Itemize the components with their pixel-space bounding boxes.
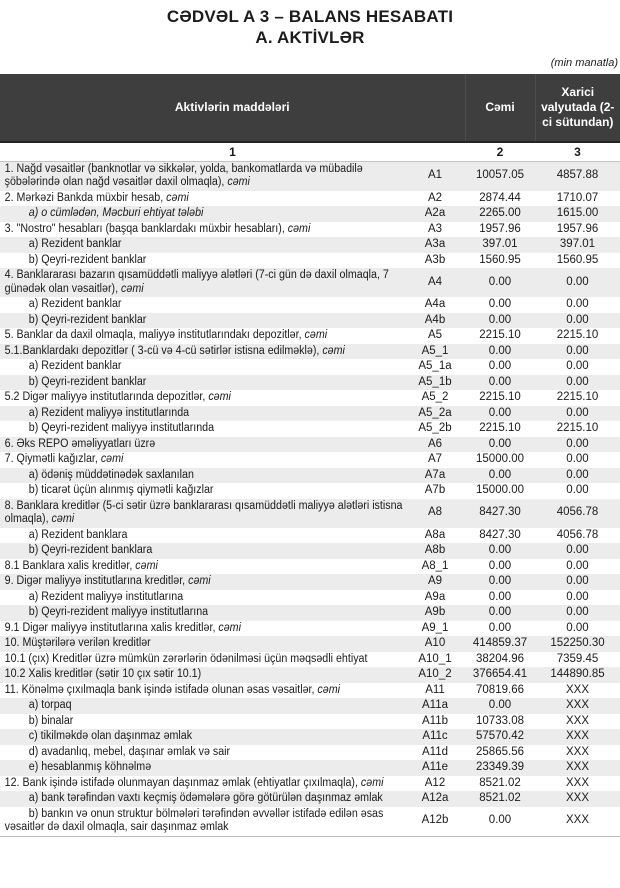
row-label: 10.2 Xalis kreditlər (sətir 10 çıx sətir 10.1) xyxy=(4,668,202,680)
row-code: A11e xyxy=(421,761,448,773)
row-total: 0.00 xyxy=(488,468,512,481)
row-label: 10. Müştərilərə verilən kreditlər xyxy=(4,637,151,649)
row-label: b) Qeyri-rezident banklar xyxy=(28,313,147,326)
row-code: A11c xyxy=(422,730,448,742)
table-row xyxy=(0,313,620,329)
row-code: A5 xyxy=(427,329,443,341)
table-row xyxy=(0,483,620,499)
row-code: A12 xyxy=(424,776,446,789)
table-row xyxy=(0,667,620,683)
row-total: 0.00 xyxy=(488,606,512,618)
row-foreign: 0.00 xyxy=(566,298,589,310)
row-label: a) ödəniş müddətinədək saxlanılan xyxy=(28,468,194,481)
row-code: A6 xyxy=(427,437,443,450)
row-label: b) bankın və onun struktur bölmələri tərəfindən əvvəllər istifadə edilən əsas vəsaitlər də daxil olmaqla, sair daşınmaz əmlak xyxy=(4,807,384,833)
page-title-line1: CƏDVƏL A 3 – BALANS HESABATI xyxy=(166,7,454,26)
row-foreign: 152250.30 xyxy=(550,637,605,649)
row-label: 3. "Nostro" hesabları (başqa banklardakı müxbir hesabları), cəmi xyxy=(4,222,311,235)
row-total: 0.00 xyxy=(488,590,512,603)
row-total: 414859.37 xyxy=(472,637,528,649)
row-label: 11. Könəlmə çıxılmaqla bank işində istifadə olunan əsas vəsaitlər, cəmi xyxy=(4,683,340,696)
table-row xyxy=(0,390,620,406)
table-row xyxy=(0,375,620,391)
row-foreign: XXX xyxy=(565,776,589,789)
row-code: A5_1 xyxy=(421,344,449,357)
row-foreign: XXX xyxy=(565,761,589,773)
row-foreign: 0.00 xyxy=(566,590,589,603)
table-header xyxy=(0,74,620,161)
row-foreign: 0.00 xyxy=(566,559,589,572)
header-foreign-col: Xarici valyutada (2-ci sütundan) xyxy=(535,74,620,142)
row-code: A7 xyxy=(427,453,443,465)
table-row xyxy=(0,206,620,222)
row-total: 25865.56 xyxy=(476,745,524,758)
row-label: 9.1 Digər maliyyə institutlarına xalis kreditlər, cəmi xyxy=(4,621,241,634)
table-row xyxy=(0,807,620,837)
row-total: 8427.30 xyxy=(479,506,521,519)
row-label: b) Qeyri-rezident banklar xyxy=(28,375,147,388)
table-row xyxy=(0,328,620,344)
table-row xyxy=(0,776,620,792)
row-code: A5_1b xyxy=(418,375,452,388)
row-code: A9b xyxy=(424,606,446,618)
page-title-line2: A. AKTİVLƏR xyxy=(255,28,365,47)
row-total: 0.00 xyxy=(488,437,512,450)
table-row xyxy=(0,621,620,637)
row-label: 8.1 Banklara xalis kreditlər, cəmi xyxy=(4,559,158,572)
column-number-row xyxy=(0,142,620,161)
row-total: 70819.66 xyxy=(476,683,524,696)
table-row xyxy=(0,161,620,191)
row-code: A7b xyxy=(424,484,446,496)
row-code: A10_1 xyxy=(418,652,452,665)
row-label: 5.1.Banklardakı depozitlər ( 3-cü və 4-cü sətirlər istisna edilməklə), cəmi xyxy=(4,344,345,357)
row-code: A8_1 xyxy=(421,559,449,572)
table-row xyxy=(0,437,620,453)
table-row xyxy=(0,297,620,313)
row-label: a) Rezident banklar xyxy=(28,238,122,250)
row-foreign: 0.00 xyxy=(566,621,589,634)
row-code: A8 xyxy=(427,506,443,519)
header-items-col: Aktivlərin maddələri xyxy=(0,74,465,142)
balance-sheet-table xyxy=(0,74,620,837)
table-row xyxy=(0,543,620,559)
row-foreign: 0.00 xyxy=(566,344,589,357)
row-total: 376654.41 xyxy=(472,668,528,680)
row-label: a) Rezident banklara xyxy=(28,528,128,541)
row-foreign: 0.00 xyxy=(566,575,589,587)
table-row xyxy=(0,468,620,484)
row-code: A5_1a xyxy=(418,360,452,372)
row-total: 23349.39 xyxy=(476,761,524,773)
row-label: 6. Əks REPO əməliyyatları üzrə xyxy=(4,437,156,450)
row-label: 5. Banklar da daxil olmaqla, maliyyə institutlarındakı depozitlər, cəmi xyxy=(4,329,328,341)
table-row xyxy=(0,745,620,761)
table-row xyxy=(0,729,620,745)
column-number-2: 2 xyxy=(465,142,535,161)
row-label: b) Qeyri-rezident maliyyə institutlarında xyxy=(28,422,215,434)
row-code: A2 xyxy=(427,191,443,204)
row-foreign: XXX xyxy=(565,699,589,711)
column-number-1: 1 xyxy=(0,142,465,161)
row-code: A10 xyxy=(424,637,446,649)
row-total: 2215.10 xyxy=(479,391,521,403)
row-label: a) Rezident maliyyə institutlarına xyxy=(28,590,184,603)
table-row xyxy=(0,222,620,238)
row-total: 0.00 xyxy=(488,360,512,372)
row-code: A3a xyxy=(424,238,446,250)
row-label: 2. Mərkəzi Bankda müxbir hesab, cəmi xyxy=(4,191,189,204)
row-code: A12b xyxy=(405,807,465,837)
table-row xyxy=(0,652,620,668)
row-total: 8427.30 xyxy=(479,528,521,541)
row-code: A4a xyxy=(424,298,446,310)
row-label: e) hesablanmış köhnəlmə xyxy=(28,761,152,773)
row-total: 397.01 xyxy=(482,238,518,250)
row-label: b) ticarət üçün alınmış qiymətli kağızlar xyxy=(28,484,214,496)
row-code: A8b xyxy=(424,544,446,556)
row-total: 1957.96 xyxy=(479,222,521,235)
row-label: a) o cümlədən, Məcburi ehtiyat tələbi xyxy=(28,207,204,219)
row-foreign: XXX xyxy=(565,745,589,758)
row-label: b) binalar xyxy=(28,714,74,727)
row-foreign: 0.00 xyxy=(566,606,589,618)
row-total: 2215.10 xyxy=(479,422,521,434)
row-total: 0.00 xyxy=(488,313,512,326)
row-total: 57570.42 xyxy=(476,730,524,742)
row-foreign: XXX xyxy=(565,792,589,804)
row-code: A3 xyxy=(427,222,443,235)
header-row xyxy=(0,74,620,142)
row-code: A2a xyxy=(424,207,446,219)
row-label: a) torpaq xyxy=(28,699,72,711)
row-label: a) Rezident banklar xyxy=(28,298,122,310)
row-total: 0.00 xyxy=(488,699,512,711)
row-total: 2265.00 xyxy=(479,207,521,219)
row-foreign: 1710.07 xyxy=(556,191,599,204)
table-row xyxy=(0,528,620,544)
row-foreign: 0.00 xyxy=(566,468,589,481)
table-row xyxy=(0,191,620,207)
row-total: 0.00 xyxy=(488,375,512,388)
row-label: c) tikilməkdə olan daşınmaz əmlak xyxy=(28,730,193,742)
page-title xyxy=(0,6,620,48)
row-total: 15000.00 xyxy=(476,484,524,496)
row-label: a) Rezident maliyyə institutlarında xyxy=(28,406,190,419)
unit-note: (min manatla) xyxy=(550,57,618,69)
row-total: 2215.10 xyxy=(479,329,521,341)
row-label: 8. Banklara kreditlər (5-ci sətir üzrə banklararası qısamüddətli maliyyə alətləri istisna olmaqla), cəmi xyxy=(4,499,403,525)
row-foreign: 0.00 xyxy=(566,375,589,388)
table-row xyxy=(0,406,620,422)
row-total: 0.00 xyxy=(465,807,535,837)
row-foreign: 0.00 xyxy=(566,360,589,372)
row-label: 5.2 Digər maliyyə institutlarında depozitlər, cəmi xyxy=(4,391,231,403)
row-total: 0.00 xyxy=(488,559,512,572)
row-foreign: 1957.96 xyxy=(556,222,599,235)
row-label: 10.1 (çıx) Kreditlər üzrə mümkün zərərlərin ödənilməsi üçün məqsədli ehtiyat xyxy=(4,652,368,665)
row-total: 38204.96 xyxy=(476,652,524,665)
row-total: 0.00 xyxy=(488,406,512,419)
row-code: A9_1 xyxy=(421,621,449,634)
row-code: A11b xyxy=(421,714,448,727)
row-label: b) Qeyri-rezident banklar xyxy=(28,253,147,266)
row-label: 4. Banklararası bazarın qısamüddətli maliyyə alətləri (7-ci gün də daxil olmaqla, 7 günədək olan vəsaitlər), cəmi xyxy=(4,269,389,295)
table-row xyxy=(0,683,620,699)
row-total: 15000.00 xyxy=(476,453,524,465)
row-foreign: 1615.00 xyxy=(556,207,599,219)
row-total: 8521.02 xyxy=(479,776,521,789)
row-code: A10_2 xyxy=(418,668,452,680)
table-row xyxy=(0,268,620,297)
row-foreign: XXX xyxy=(535,807,620,837)
row-foreign: 0.00 xyxy=(566,484,589,496)
row-label: 1. Nağd vəsaitlər (banknotlar və sikkələr, yolda, bankomatlarda və mübadilə şöbələrində olan nağd vəsaitlər daxil olmaqla), cəmi xyxy=(4,162,363,188)
row-total: 1560.95 xyxy=(479,253,521,266)
row-code: A5_2a xyxy=(418,406,452,419)
row-total: 0.00 xyxy=(488,575,512,587)
row-label: b) Qeyri-rezident maliyyə institutlarına xyxy=(28,606,209,618)
table-row xyxy=(0,714,620,730)
row-foreign: 2215.10 xyxy=(556,422,599,434)
row-total: 10057.05 xyxy=(476,169,524,182)
row-code: A9 xyxy=(427,575,443,587)
table-row xyxy=(0,760,620,776)
row-foreign: XXX xyxy=(565,683,589,696)
row-foreign: 1560.95 xyxy=(556,253,599,266)
row-total: 0.00 xyxy=(488,275,512,288)
row-code: A12a xyxy=(421,792,449,804)
row-label: 12. Bank işində istifadə olunmayan daşınmaz əmlak (ehtiyatlar çıxılmaqla), cəmi xyxy=(4,776,384,789)
row-code: A8a xyxy=(424,528,446,541)
table-row xyxy=(0,636,620,652)
row-code: A11a xyxy=(421,699,448,711)
row-label: 9. Digər maliyyə institutlarına kreditlər, cəmi xyxy=(4,575,211,587)
row-code: A1 xyxy=(427,169,443,182)
row-code: A11d xyxy=(421,745,448,758)
row-foreign: 0.00 xyxy=(566,275,589,288)
row-code: A11 xyxy=(425,683,445,696)
row-label: d) avadanlıq, mebel, daşınar əmlak və sair xyxy=(28,745,231,758)
table-row xyxy=(0,237,620,253)
row-label: a) bank tərəfindən vaxtı keçmiş ödəmələrə görə götürülən daşınmaz əmlak xyxy=(28,792,383,804)
row-foreign: 0.00 xyxy=(566,406,589,419)
table-row xyxy=(0,499,620,528)
row-foreign: 0.00 xyxy=(566,437,589,450)
row-code: A3b xyxy=(424,253,446,266)
table-row xyxy=(0,605,620,621)
table-row xyxy=(0,559,620,575)
table-row xyxy=(0,698,620,714)
table-row xyxy=(0,359,620,375)
row-code: A5_2 xyxy=(421,391,449,403)
row-code: A7a xyxy=(424,468,446,481)
row-foreign: 4056.78 xyxy=(556,528,599,541)
table-row xyxy=(0,344,620,360)
table-row xyxy=(0,421,620,437)
row-foreign: 2215.10 xyxy=(556,391,599,403)
table-row xyxy=(0,253,620,269)
row-code: A9a xyxy=(424,590,446,603)
row-total: 8521.02 xyxy=(479,792,521,804)
row-total: 10733.08 xyxy=(476,714,524,727)
table-row xyxy=(0,452,620,468)
table-row xyxy=(0,590,620,606)
table-row xyxy=(0,574,620,590)
row-label: b) Qeyri-rezident banklara xyxy=(28,544,153,556)
row-code: A4b xyxy=(424,313,446,326)
row-label: 7. Qiymətli kağızlar, cəmi xyxy=(4,453,124,465)
row-foreign: 7359.45 xyxy=(556,652,599,665)
row-total: 0.00 xyxy=(488,621,512,634)
row-foreign: XXX xyxy=(565,730,589,742)
table-body xyxy=(0,161,620,836)
header-total-col: Cəmi xyxy=(465,74,535,142)
row-code: A5_2b xyxy=(418,422,452,434)
row-foreign: 0.00 xyxy=(566,313,589,326)
row-foreign: 397.01 xyxy=(559,238,596,250)
row-foreign: 0.00 xyxy=(566,453,589,465)
row-foreign: 4857.88 xyxy=(556,169,599,182)
row-foreign: 144890.85 xyxy=(550,668,605,680)
row-foreign: 4056.78 xyxy=(556,506,599,519)
row-foreign: XXX xyxy=(565,714,589,727)
row-foreign: 2215.10 xyxy=(556,329,599,341)
row-total: 0.00 xyxy=(488,344,512,357)
row-total: 0.00 xyxy=(488,544,512,556)
row-total: 0.00 xyxy=(488,298,512,310)
row-code: A4 xyxy=(427,275,443,288)
row-total: 2874.44 xyxy=(479,191,521,204)
row-foreign: 0.00 xyxy=(566,544,589,556)
column-number-3: 3 xyxy=(535,142,620,161)
row-label: a) Rezident banklar xyxy=(28,360,122,372)
table-row xyxy=(0,791,620,807)
